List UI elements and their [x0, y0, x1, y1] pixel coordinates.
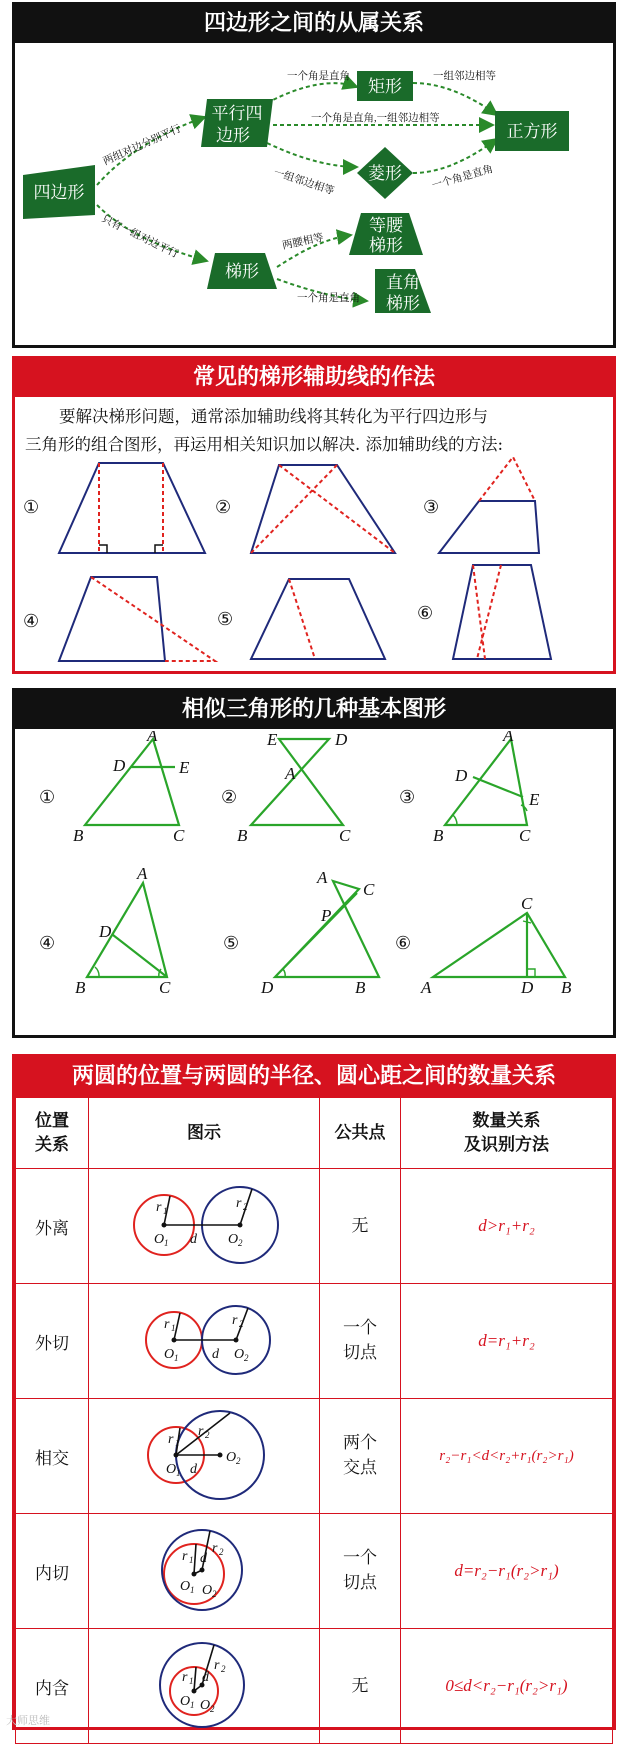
internally-tangent-figure [90, 1514, 318, 1624]
edge-label-quad-trap: 只有一组对边平行 [99, 213, 181, 261]
edge-label-quad-para: 两组对边分别平行 [101, 123, 183, 168]
table-row [16, 1169, 613, 1284]
relation-cell: 内切 [16, 1514, 89, 1629]
similar-figure-1 [85, 739, 179, 825]
formula-cell: 0≤d<r₂−r₁(r₂>r₁) [401, 1629, 613, 1744]
f5-label-a: A [317, 868, 328, 887]
trapezoid-figure-1 [59, 463, 205, 553]
f4-label-c: C [159, 978, 171, 997]
svg-text:O: O [228, 1232, 239, 1247]
table-header-row [16, 1098, 613, 1169]
svg-text:1: 1 [190, 1700, 195, 1710]
table-row [16, 1284, 613, 1399]
svg-text:d: d [190, 1232, 197, 1247]
f1-label-e: E [179, 758, 190, 777]
f6-label-a: A [421, 978, 432, 997]
header-relation: 位置 关系 [16, 1098, 89, 1169]
trapezoid-figure-4 [59, 577, 215, 661]
formula-cell: d=r₁+r₂ [401, 1284, 613, 1399]
figure-number-3: ③ [399, 787, 416, 807]
svg-text:r: r [164, 1317, 170, 1332]
common-points-cell: 无 [320, 1169, 401, 1284]
f5-label-d: D [261, 978, 274, 997]
rectangle-node: 矩形 [368, 77, 402, 96]
trapezoid-figure-6 [453, 565, 551, 659]
f1-label-b: B [73, 826, 84, 845]
contained-circles-figure [90, 1629, 318, 1739]
trapezoid-node: 梯形 [225, 262, 259, 281]
figure-number-5: ⑤ [223, 933, 240, 953]
table-row [16, 1514, 613, 1629]
isosceles-trapezoid-line1: 等腰 [369, 216, 403, 235]
svg-text:r: r [236, 1196, 242, 1211]
f2-label-c: C [339, 826, 351, 845]
svg-text:1: 1 [175, 1438, 180, 1448]
two-circles-panel [12, 1054, 616, 1730]
edge-label-trap-right: 一个角是直角 [297, 293, 360, 304]
f3-label-e: E [529, 790, 540, 809]
figure-cell [89, 1514, 320, 1629]
f1-label-d: D [113, 756, 126, 775]
table-row [16, 1399, 613, 1514]
common-points-cell: 一个 切点 [320, 1284, 401, 1399]
edge-label-trap-iso: 两腰相等 [281, 232, 325, 252]
panel-title: 相似三角形的几种基本图形 [15, 691, 613, 729]
header-quantity: 数量关系 及识别方法 [401, 1098, 613, 1169]
quadrilateral-relations-panel [12, 2, 616, 348]
svg-text:r: r [198, 1424, 204, 1439]
edge-label-para-rhombus: 一组邻边相等 [272, 167, 336, 198]
f4-label-b: B [75, 978, 86, 997]
trapezoid-figure-2 [251, 465, 395, 553]
relation-cell: 相交 [16, 1399, 89, 1514]
edge-label-rhombus-square: 一个角是直角 [430, 163, 495, 192]
svg-text:r: r [156, 1200, 162, 1215]
figure-number-6: ⑥ [395, 933, 412, 953]
svg-text:2: 2 [221, 1664, 226, 1674]
figure-number-4: ④ [23, 611, 40, 631]
svg-text:1: 1 [189, 1676, 194, 1686]
figure-number-1: ① [23, 497, 40, 517]
svg-text:O: O [180, 1579, 191, 1594]
similar-figure-6 [433, 913, 565, 977]
figure-cell [89, 1284, 320, 1399]
svg-text:r: r [212, 1541, 218, 1556]
intro-line-1: 要解决梯形问题，通常添加辅助线将其转化为平行四边形与 [59, 407, 488, 426]
panel-title: 两圆的位置与两圆的半径、圆心距之间的数量关系 [15, 1057, 613, 1097]
intro-text [25, 403, 605, 459]
circles-relation-table [15, 1097, 613, 1744]
figure-number-5: ⑤ [217, 609, 234, 629]
intersecting-circles-figure [90, 1399, 318, 1509]
svg-text:2: 2 [238, 1238, 243, 1248]
common-points-cell: 无 [320, 1629, 401, 1744]
header-common-points: 公共点 [320, 1098, 401, 1169]
f4-label-d: D [99, 922, 112, 941]
f3-label-c: C [519, 826, 531, 845]
rhombus-node: 菱形 [368, 164, 402, 183]
svg-text:O: O [200, 1698, 211, 1713]
svg-text:d: d [202, 1670, 209, 1685]
svg-text:O: O [226, 1450, 237, 1465]
svg-text:2: 2 [243, 1202, 248, 1212]
relation-cell: 外切 [16, 1284, 89, 1399]
svg-text:r: r [182, 1549, 188, 1564]
f6-label-d: D [521, 978, 534, 997]
svg-text:2: 2 [236, 1456, 241, 1466]
f3-label-a: A [503, 731, 514, 745]
externally-tangent-figure [90, 1284, 318, 1394]
isosceles-trapezoid-line2: 梯形 [369, 236, 403, 255]
common-points-cell: 两个 交点 [320, 1399, 401, 1514]
f6-label-c: C [521, 894, 533, 913]
f6-label-b: B [561, 978, 572, 997]
figure-number-3: ③ [423, 497, 440, 517]
edge-label-para-square: 一个角是直角,一组邻边相等 [311, 113, 440, 124]
svg-text:2: 2 [210, 1704, 215, 1714]
common-points-cell: 一个 切点 [320, 1514, 401, 1629]
svg-text:2: 2 [205, 1430, 210, 1440]
svg-text:2: 2 [212, 1589, 217, 1599]
svg-text:2: 2 [239, 1319, 244, 1329]
formula-cell: d=r₂−r₁(r₂>r₁) [401, 1514, 613, 1629]
right-trapezoid-line2: 梯形 [386, 294, 420, 313]
figure-number-4: ④ [39, 933, 56, 953]
panel-title: 四边形之间的从属关系 [15, 5, 613, 43]
parallelogram-node-line2: 边形 [216, 126, 250, 145]
svg-text:r: r [232, 1313, 238, 1328]
figure-cell [89, 1399, 320, 1514]
similar-figure-2 [251, 739, 343, 825]
svg-text:2: 2 [219, 1547, 224, 1557]
f1-label-c: C [173, 826, 185, 845]
svg-text:d: d [200, 1551, 207, 1566]
quadrilateral-hierarchy-diagram [15, 43, 613, 343]
trapezoid-figures [15, 457, 613, 677]
separate-circles-figure [90, 1169, 318, 1279]
trapezoid-figure-3 [439, 457, 539, 553]
svg-text:d: d [190, 1462, 197, 1477]
trapezoid-aux-lines-panel [12, 356, 616, 674]
f2-label-e: E [267, 731, 278, 749]
f2-label-d: D [335, 731, 348, 749]
svg-text:1: 1 [190, 1585, 195, 1595]
svg-text:O: O [164, 1347, 175, 1362]
f1-label-a: A [147, 731, 158, 745]
svg-text:1: 1 [164, 1238, 169, 1248]
formula-cell: r₂−r₁<d<r₂+r₁(r₂>r₁) [401, 1399, 613, 1514]
svg-text:O: O [166, 1462, 177, 1477]
header-figure: 图示 [89, 1098, 320, 1169]
f5-label-c: C [363, 880, 375, 899]
relation-cell: 外离 [16, 1169, 89, 1284]
edge-label-para-rect: 一个角是直角 [287, 71, 350, 82]
similar-triangle-figures [15, 731, 613, 1037]
intro-line-2: 三角形的组合图形，再运用相关知识加以解决. 添加辅助线的方法: [25, 435, 504, 454]
similar-triangles-panel [12, 688, 616, 1038]
figure-number-2: ② [221, 787, 238, 807]
table-row [16, 1629, 613, 1744]
f5-label-b: B [355, 978, 366, 997]
f4-label-a: A [137, 864, 148, 883]
relation-cell: 内含 [16, 1629, 89, 1744]
edge-label-rect-square: 一组邻边相等 [433, 71, 496, 82]
square-node: 正方形 [506, 122, 558, 141]
f2-label-a: A [285, 764, 296, 783]
figure-cell [89, 1629, 320, 1744]
svg-text:1: 1 [189, 1555, 194, 1565]
svg-text:2: 2 [244, 1353, 249, 1363]
figure-number-2: ② [215, 497, 232, 517]
panel-title: 常见的梯形辅助线的作法 [15, 359, 613, 397]
f2-label-b: B [237, 826, 248, 845]
watermark: 大师思维 [6, 1714, 50, 1727]
svg-text:O: O [234, 1347, 245, 1362]
svg-text:d: d [212, 1347, 219, 1362]
formula-cell: d>r₁+r₂ [401, 1169, 613, 1284]
figure-number-6: ⑥ [417, 603, 434, 623]
svg-text:r: r [214, 1658, 220, 1673]
f5-label-p: P [321, 906, 332, 925]
right-trapezoid-line1: 直角 [386, 273, 420, 292]
svg-text:1: 1 [174, 1353, 179, 1363]
figure-cell [89, 1169, 320, 1284]
svg-text:O: O [180, 1694, 191, 1709]
svg-text:1: 1 [171, 1323, 176, 1333]
f3-label-b: B [433, 826, 444, 845]
svg-text:O: O [154, 1232, 165, 1247]
trapezoid-figure-5 [251, 579, 385, 659]
quadrilateral-node: 四边形 [33, 183, 85, 202]
svg-text:1: 1 [163, 1206, 168, 1216]
svg-text:O: O [202, 1583, 213, 1598]
svg-text:r: r [168, 1432, 174, 1447]
svg-text:1: 1 [176, 1468, 181, 1478]
parallelogram-node-line1: 平行四 [211, 104, 263, 123]
f3-label-d: D [455, 766, 468, 785]
figure-number-1: ① [39, 787, 56, 807]
svg-text:r: r [182, 1670, 188, 1685]
